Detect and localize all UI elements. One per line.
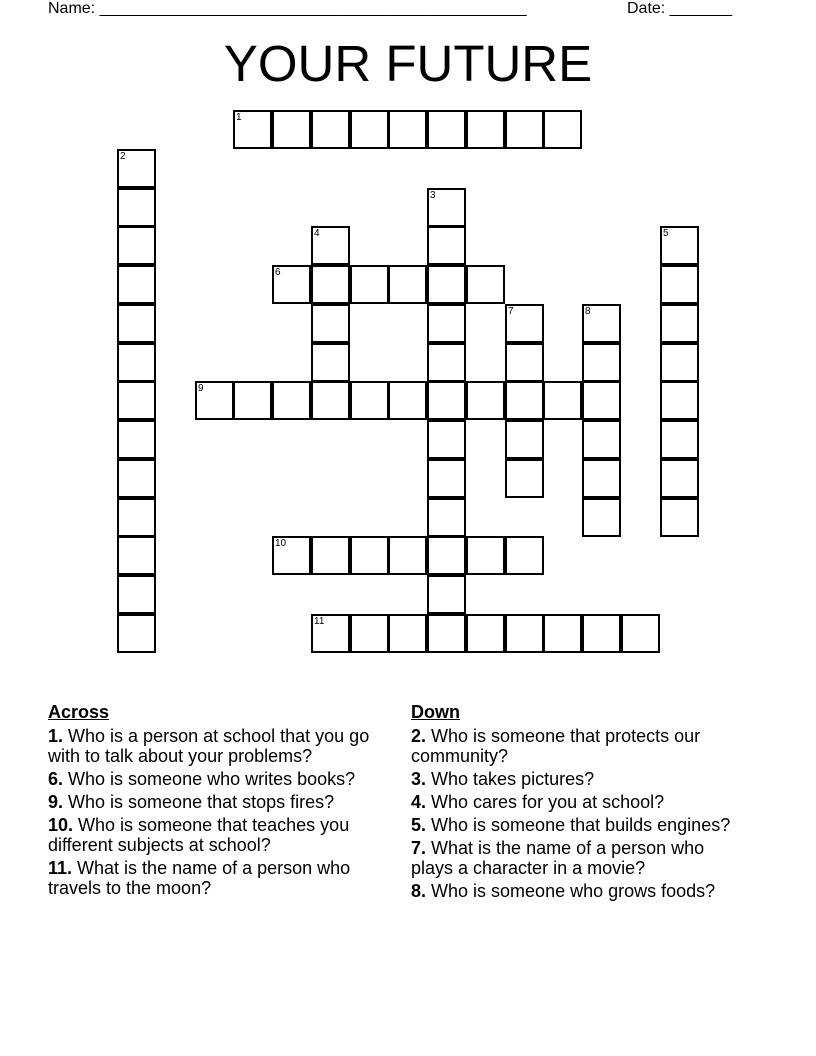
- grid-cell[interactable]: [621, 614, 660, 653]
- grid-cell[interactable]: [117, 614, 156, 653]
- clue-number: 4.: [411, 792, 427, 812]
- grid-cell[interactable]: [505, 420, 544, 459]
- grid-cell[interactable]: [505, 304, 544, 343]
- grid-cell[interactable]: [350, 381, 389, 420]
- clue-text: Who is someone who grows foods?: [431, 881, 716, 901]
- grid-cell[interactable]: [582, 420, 621, 459]
- grid-cell[interactable]: [660, 459, 699, 498]
- clue-down-7: [411, 838, 741, 878]
- grid-cell[interactable]: [427, 343, 466, 382]
- grid-cell[interactable]: [350, 110, 389, 149]
- grid-cell[interactable]: [117, 304, 156, 343]
- grid-cell[interactable]: [660, 226, 699, 265]
- grid-cell[interactable]: [505, 110, 544, 149]
- clue-text: Who is someone who writes books?: [68, 769, 356, 789]
- grid-cell[interactable]: [660, 498, 699, 537]
- clue-text: Who is someone that stops fires?: [68, 792, 335, 812]
- clue-across-9: [48, 792, 388, 812]
- grid-cell[interactable]: [117, 188, 156, 227]
- clue-across-6: [48, 769, 388, 789]
- grid-cell[interactable]: [427, 536, 466, 575]
- grid-cell[interactable]: [117, 265, 156, 304]
- clue-number: 3.: [411, 769, 427, 789]
- grid-cell[interactable]: [505, 381, 544, 420]
- grid-cell[interactable]: [582, 304, 621, 343]
- clue-number: 1.: [48, 726, 64, 746]
- clue-number: 11.: [48, 858, 73, 878]
- grid-cell[interactable]: [388, 536, 427, 575]
- grid-cell[interactable]: [427, 575, 466, 614]
- clue-number: 5.: [411, 815, 427, 835]
- grid-cell[interactable]: [427, 304, 466, 343]
- cell-number: 5: [663, 228, 669, 239]
- grid-cell[interactable]: [582, 381, 621, 420]
- grid-cell[interactable]: [117, 149, 156, 188]
- grid-cell[interactable]: [466, 381, 505, 420]
- clue-number: 9.: [48, 792, 64, 812]
- clue-text: Who is a person at school that you go with to talk about your problems?: [48, 726, 370, 766]
- grid-cell[interactable]: [272, 110, 311, 149]
- grid-cell[interactable]: [427, 614, 466, 653]
- grid-cell[interactable]: [117, 536, 156, 575]
- clue-down-4: [411, 792, 741, 812]
- down-clues: [411, 702, 741, 904]
- clue-across-11: [48, 858, 388, 898]
- grid-cell[interactable]: [388, 614, 427, 653]
- grid-cell[interactable]: [427, 420, 466, 459]
- clue-number: 6.: [48, 769, 64, 789]
- grid-cell[interactable]: [272, 265, 311, 304]
- grid-cell[interactable]: [117, 420, 156, 459]
- grid-cell[interactable]: [582, 614, 621, 653]
- grid-cell[interactable]: [350, 614, 389, 653]
- grid-cell[interactable]: [466, 614, 505, 653]
- grid-cell[interactable]: [427, 459, 466, 498]
- clue-number: 8.: [411, 881, 427, 901]
- grid-cell[interactable]: [466, 265, 505, 304]
- grid-cell[interactable]: [117, 226, 156, 265]
- across-heading: Across: [48, 702, 110, 722]
- date-field[interactable]: Date: _______: [627, 0, 732, 17]
- grid-cell[interactable]: [311, 265, 350, 304]
- clue-text: Who cares for you at school?: [431, 792, 665, 812]
- grid-cell[interactable]: [427, 381, 466, 420]
- grid-cell[interactable]: [543, 381, 582, 420]
- cell-number: 2: [120, 151, 126, 162]
- puzzle-title: YOUR FUTURE: [223, 35, 593, 92]
- grid-cell[interactable]: [466, 110, 505, 149]
- grid-cell[interactable]: [350, 265, 389, 304]
- grid-cell[interactable]: [311, 381, 350, 420]
- clue-text: Who is someone that builds engines?: [431, 815, 731, 835]
- grid-cell[interactable]: [117, 459, 156, 498]
- grid-cell[interactable]: [311, 343, 350, 382]
- clue-number: 7.: [411, 838, 427, 858]
- grid-cell[interactable]: [505, 536, 544, 575]
- grid-cell[interactable]: [427, 110, 466, 149]
- grid-cell[interactable]: [427, 188, 466, 227]
- clue-text: Who takes pictures?: [431, 769, 595, 789]
- clue-down-5: [411, 815, 741, 835]
- clue-text: Who is someone that protects our community?: [411, 726, 701, 766]
- grid-cell[interactable]: [311, 110, 350, 149]
- grid-cell[interactable]: [466, 536, 505, 575]
- cell-number: 9: [198, 383, 204, 394]
- cell-number: 3: [430, 190, 436, 201]
- grid-cell[interactable]: [660, 343, 699, 382]
- grid-cell[interactable]: [388, 381, 427, 420]
- grid-cell[interactable]: [117, 575, 156, 614]
- grid-cell[interactable]: [195, 381, 234, 420]
- grid-cell[interactable]: [233, 110, 272, 149]
- cell-number: 4: [314, 228, 320, 239]
- clue-text: What is the name of a person who travels to the moon?: [48, 858, 351, 898]
- grid-cell[interactable]: [427, 226, 466, 265]
- cell-number: 8: [585, 306, 591, 317]
- clue-number: 2.: [411, 726, 427, 746]
- grid-cell[interactable]: [505, 614, 544, 653]
- cell-number: 7: [508, 306, 514, 317]
- grid-cell[interactable]: [388, 265, 427, 304]
- cell-number: 11: [314, 616, 325, 627]
- clue-down-2: [411, 726, 741, 766]
- grid-cell[interactable]: [350, 536, 389, 575]
- grid-cell[interactable]: [505, 459, 544, 498]
- clue-across-1: [48, 726, 388, 766]
- clue-text: What is the name of a person who plays a character in a movie?: [411, 838, 705, 878]
- grid-cell[interactable]: [388, 110, 427, 149]
- across-clues: [48, 702, 388, 901]
- clue-across-10: [48, 815, 388, 855]
- grid-cell[interactable]: [660, 381, 699, 420]
- grid-cell[interactable]: [427, 265, 466, 304]
- grid-cell[interactable]: [311, 226, 350, 265]
- grid-cell[interactable]: [505, 343, 544, 382]
- grid-cell[interactable]: [272, 536, 311, 575]
- grid-cell[interactable]: [582, 343, 621, 382]
- grid-cell[interactable]: [117, 498, 156, 537]
- grid-cell[interactable]: [660, 420, 699, 459]
- grid-cell[interactable]: [427, 498, 466, 537]
- grid-cell[interactable]: [117, 381, 156, 420]
- grid-cell[interactable]: [660, 304, 699, 343]
- grid-cell[interactable]: [543, 110, 582, 149]
- clue-text: Who is someone that teaches you different subjects at school?: [48, 815, 350, 855]
- grid-cell[interactable]: [311, 304, 350, 343]
- grid-cell[interactable]: [543, 614, 582, 653]
- grid-cell[interactable]: [582, 498, 621, 537]
- grid-cell[interactable]: [582, 459, 621, 498]
- clue-down-8: [411, 881, 741, 901]
- down-heading: Down: [411, 702, 460, 722]
- clue-number: 10.: [48, 815, 74, 835]
- grid-cell[interactable]: [311, 614, 350, 653]
- cell-number: 10: [275, 538, 287, 549]
- grid-cell[interactable]: [117, 343, 156, 382]
- grid-cell[interactable]: [272, 381, 311, 420]
- grid-cell[interactable]: [311, 536, 350, 575]
- grid-cell[interactable]: [233, 381, 272, 420]
- cell-number: 6: [275, 267, 281, 278]
- grid-cell[interactable]: [660, 265, 699, 304]
- name-field[interactable]: Name: ________________________________________________: [48, 0, 527, 17]
- cell-number: 1: [236, 112, 242, 123]
- clue-down-3: [411, 769, 741, 789]
